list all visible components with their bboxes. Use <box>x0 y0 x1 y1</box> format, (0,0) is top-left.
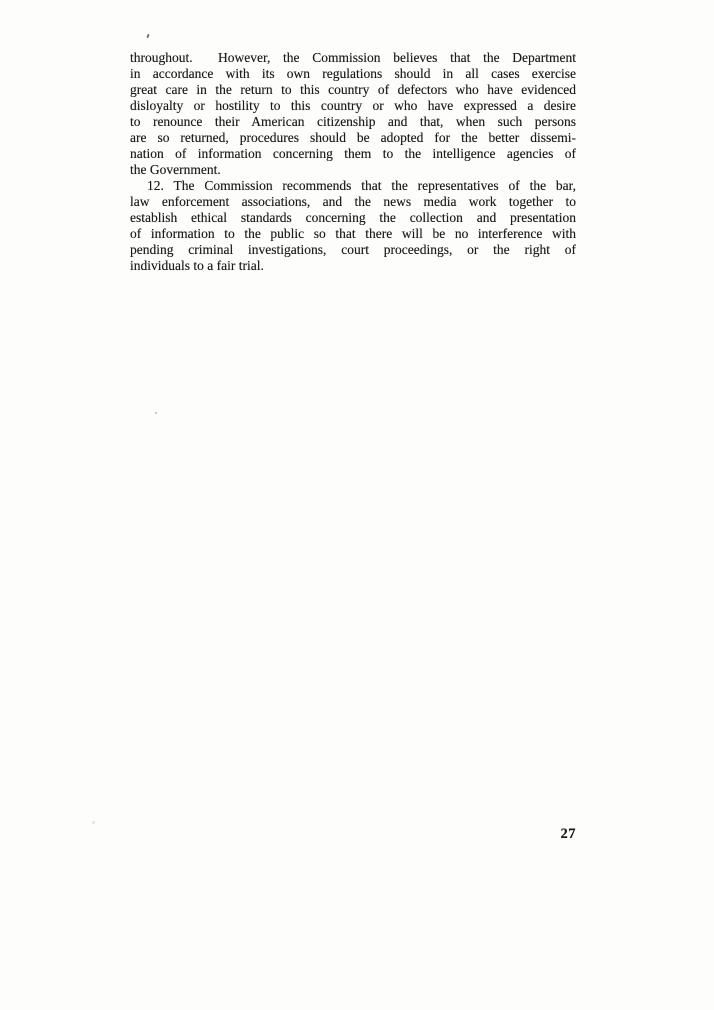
text-line: individuals to a fair trial. <box>130 258 264 273</box>
text-line: are so returned, procedures should be adopted for the better dissemi- <box>130 130 576 145</box>
text-line: 12. The Commission recommends that the representatives of the bar, <box>147 178 576 193</box>
text-line: of information to the public so that there will be no interference with <box>130 226 576 241</box>
text-line: nation of information concerning them to the intelligence agencies of <box>130 146 576 161</box>
text-line: to renounce their American citizenship and that, when such persons <box>130 114 576 129</box>
paragraph-recommendation-12 <box>130 178 576 274</box>
scan-speck <box>92 821 95 824</box>
scan-speck <box>146 34 149 38</box>
text-line: establish ethical standards concerning the collection and presentation <box>130 210 576 225</box>
body-text-block <box>130 50 576 274</box>
text-line: throughout. However, the Commission believes that the Department <box>130 50 576 65</box>
text-line: the Government. <box>130 162 221 177</box>
paragraph-continuation <box>130 50 576 178</box>
text-line: in accordance with its own regulations should in all cases exercise <box>130 66 576 81</box>
text-line: great care in the return to this country of defectors who have evidenced <box>130 82 576 97</box>
text-line: pending criminal investigations, court proceedings, or the right of <box>130 242 576 257</box>
page-number: 27 <box>560 826 576 842</box>
scan-speck <box>155 412 157 414</box>
text-line: law enforcement associations, and the news media work together to <box>130 194 576 209</box>
text-line: disloyalty or hostility to this country or who have expressed a desire <box>130 98 576 113</box>
